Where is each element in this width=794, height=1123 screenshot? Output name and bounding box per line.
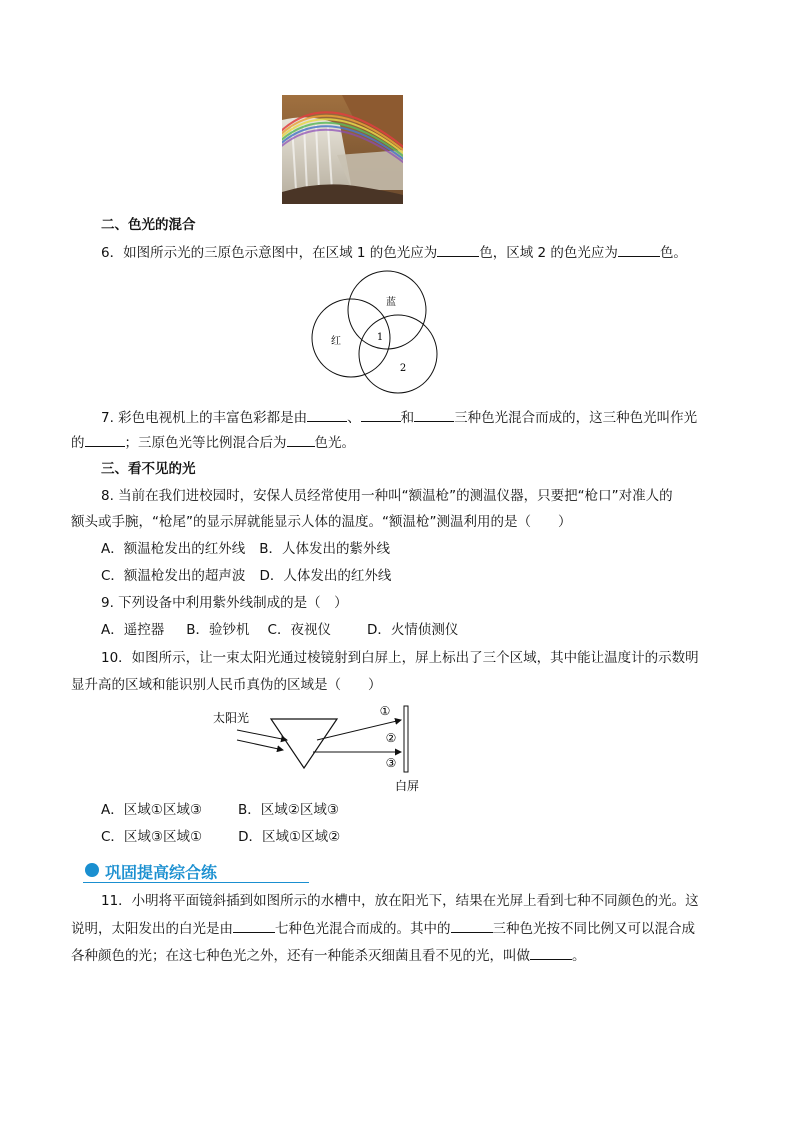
question-8-line-1: 8. 当前在我们进校园时，安保人员经常使用一种叫“额温枪”的测温仪器，只要把“枪口”对准人的 — [101, 488, 673, 504]
question-9-options — [101, 620, 458, 640]
option-a[interactable]: A．额温枪发出的红外线 — [101, 541, 246, 557]
answer-blank[interactable] — [233, 918, 275, 933]
option-d[interactable]: D．火情侦测仪 — [366, 622, 459, 638]
label-white-screen: 白屏 — [394, 779, 420, 793]
option-a[interactable]: A．遥控器 — [101, 622, 165, 638]
question-6: 6．如图所示光的三原色示意图中，在区域 1 的色光应为 色，区域 2 的色光应为 色。 — [101, 242, 687, 263]
option-c[interactable]: C．额温枪发出的超声波 — [101, 568, 246, 584]
question-10-options-row-1 — [101, 800, 339, 820]
question-10-line-1: 10．如图所示，让一束太阳光通过棱镜射到白屏上，屏上标出了三个区域，其中能让温度计的示数明 — [101, 650, 699, 666]
section-title-consolidation: 巩固提高综合练 — [105, 863, 218, 882]
question-11-line-1: 11．小明将平面镜斜插到如图所示的水槽中，放在阳光下，结果在光屏上看到七种不同颜色的光。这 — [101, 893, 699, 909]
option-b[interactable]: B．人体发出的紫外线 — [259, 541, 391, 557]
answer-blank[interactable] — [361, 407, 401, 422]
label-region-2: ② — [385, 731, 397, 745]
waterfall-rainbow-photo — [282, 95, 403, 204]
option-a[interactable]: A．区域①区域③ — [101, 802, 202, 818]
question-8-options-row-2 — [101, 566, 391, 586]
option-d[interactable]: D．区域①区域② — [238, 829, 341, 845]
answer-blank[interactable] — [287, 432, 315, 447]
question-8-line-2: 额头或手腕，“枪尾”的显示屏就能显示人体的温度。“额温枪”测温利用的是（ ） — [71, 514, 572, 530]
question-7-line-2: 的 ；三原色光等比例混合后为 色光。 — [71, 432, 355, 453]
answer-blank[interactable] — [414, 407, 454, 422]
label-region-3: ③ — [385, 756, 397, 770]
question-8-options-row-1 — [101, 539, 390, 559]
question-11-line-3: 各种颜色的光；在这七种色光之外，还有一种能杀灭细菌且看不见的光，叫做 。 — [71, 945, 586, 966]
question-7-line-1: 7. 彩色电视机上的丰富色彩都是由 、 和 三种色光混合而成的，这三种色光叫作光 — [101, 407, 697, 428]
bullet-dot-icon — [85, 863, 99, 877]
label-region-1: 1 — [376, 332, 384, 343]
option-c[interactable]: C．夜视仪 — [267, 622, 331, 638]
option-b[interactable]: B．区域②区域③ — [237, 802, 339, 818]
question-11-line-2: 说明，太阳发出的白光是由 七种色光混合而成的。其中的 三种色光按不同比例又可以混合成 — [71, 918, 695, 939]
question-10-options-row-2 — [101, 827, 340, 847]
answer-blank[interactable] — [307, 407, 347, 422]
answer-blank[interactable] — [451, 918, 493, 933]
label-region-2: 2 — [399, 363, 407, 374]
answer-blank[interactable] — [85, 432, 125, 447]
label-region-1: ① — [379, 704, 391, 718]
prism-diagram — [205, 700, 435, 796]
question-9: 9. 下列设备中利用紫外线制成的是（ ） — [101, 595, 348, 611]
answer-blank[interactable] — [530, 945, 572, 960]
option-c[interactable]: C．区域③区域① — [101, 829, 203, 845]
answer-blank[interactable] — [618, 242, 660, 257]
section-title-invisible-light: 三、看不见的光 — [101, 461, 196, 477]
label-red: 红 — [331, 336, 341, 347]
label-sunlight: 太阳光 — [213, 711, 250, 725]
section-underline — [83, 882, 309, 883]
option-b[interactable]: B．验钞机 — [186, 622, 250, 638]
option-d[interactable]: D．人体发出的红外线 — [259, 568, 392, 584]
section-title-color-mixing: 二、色光的混合 — [101, 217, 196, 233]
answer-blank[interactable] — [437, 242, 479, 257]
section-banner-consolidation — [83, 858, 309, 884]
question-10-line-2: 显升高的区域和能识别人民币真伪的区域是（ ） — [71, 677, 382, 693]
label-blue: 蓝 — [386, 297, 396, 308]
three-primary-colors-diagram — [305, 268, 445, 398]
